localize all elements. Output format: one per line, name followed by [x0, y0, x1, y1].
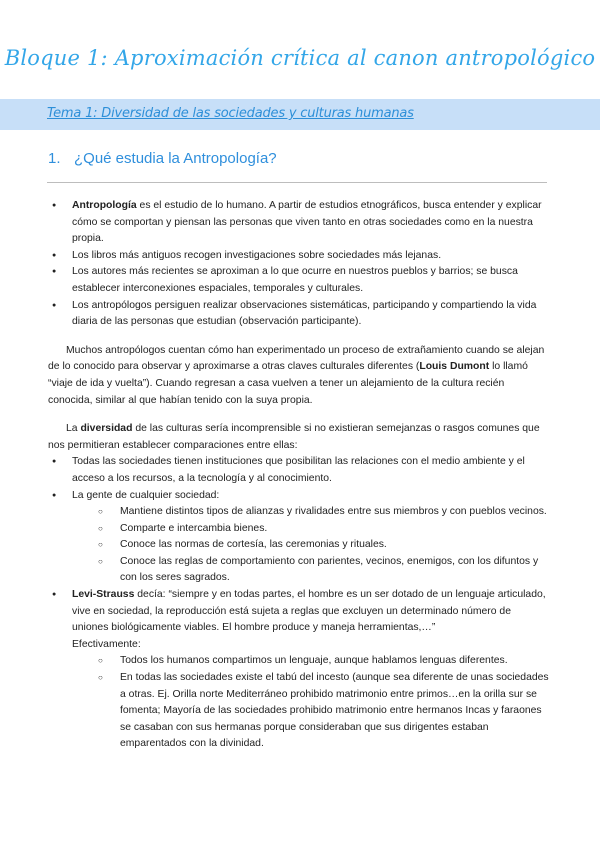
list-item [48, 587, 550, 753]
section-heading [48, 150, 277, 167]
term-antropologia: Antropología [72, 200, 137, 211]
sub-list-efectivamente [72, 653, 550, 753]
sub-list-gente [72, 504, 550, 587]
list-item [48, 488, 550, 588]
sub-list-item: ○ En todas las sociedades existe el tabú del incesto (aunque sea diferente de unas sociedades a otras. Ej. Orilla norte Mediterráneo prohibido matrimonio entre primos…en la orilla sur se fomenta; Mayoría de las sociedades prohibido matrimonio entre hermanos Incas y faraones se casaban con sus hermanas porque consideraban que sus dirigentes estaban emparentados con la divinidad. [96, 670, 550, 753]
paragraph-extranamiento [48, 343, 550, 409]
list-item-text: decía: “siempre y en todas partes, el hombre es un ser dotado de un lenguaje articulado, vive en sociedad, la reproducción está sujeta a reglas que excluyen un determinado número de uniones biológicamente viables. El hombre produce y maneja herramientas,…” [72, 589, 546, 634]
body-content [48, 198, 550, 753]
document-title: Bloque 1: Aproximación crítica al canon antropológico [4, 46, 596, 70]
list-item [48, 264, 550, 297]
tema-heading: Tema 1: Diversidad de las sociedades y culturas humanas [47, 106, 414, 121]
list-item [48, 248, 550, 265]
sub-list-item: ○ Comparte e intercambia bienes. [96, 521, 550, 538]
list-item-text: es el estudio de lo humano. A partir de estudios etnográficos, busca entender y explicar cómo se comportan y piensan las personas que viven tanto en otras sociedades como en la nuestra propia. [72, 200, 542, 245]
list-item-text: Los libros más antiguos recogen investigaciones sobre sociedades más lejanas. [72, 249, 442, 261]
list-item-text: Efectivamente: [72, 638, 141, 650]
list-item [48, 454, 550, 487]
paragraph-diversidad [48, 421, 550, 454]
list-item [48, 198, 550, 248]
bullet-list-intro [48, 198, 550, 331]
list-item-text: Los antropólogos persiguen realizar observaciones sistemáticas, participando y compartiendo la vida diaria de las personas que estudian (observación participante). [72, 299, 537, 328]
paragraph-text: Muchos antropólogos cuentan cómo han experimentado un proceso de extrañamiento cuando se alejan de lo conocido para observar y aproximarse a otras claves culturales diferentes ( [48, 344, 545, 373]
bullet-list-rasgos [48, 454, 550, 753]
list-item-text: Todas las sociedades tienen instituciones que posibilitan las relaciones con el medio ambiente y el acceso a los recursos, a la tecnología y al conocimiento. [72, 456, 525, 484]
term-levi-strauss: Levi-Strauss [72, 589, 135, 601]
list-item-text: La gente de cualquier sociedad: [72, 489, 220, 501]
list-item-text: Los autores más recientes se aproximan a lo que ocurre en nuestros pueblos y barrios; se busca establecer interconexiones espaciales, temporales y culturales. [72, 266, 518, 294]
sub-list-item: ○ Conoce las reglas de comportamiento con parientes, vecinos, enemigos, con los difuntos y con los seres sagrados. [96, 554, 550, 587]
list-item [48, 298, 550, 331]
horizontal-rule [47, 182, 547, 183]
sub-list-item: ○ Mantiene distintos tipos de alianzas y rivalidades entre sus miembros y con pueblos vecinos. [96, 504, 550, 521]
tema-band [0, 99, 600, 130]
paragraph-text: de las culturas sería incomprensible si no existieran semejanzas o rasgos comunes que nos permitieran establecer comparaciones entre ellas: [48, 423, 540, 451]
sub-list-item: ○ Conoce las normas de cortesía, las ceremonias y rituales. [96, 537, 550, 554]
sub-list-item: ○ Todos los humanos compartimos un lenguaje, aunque hablamos lenguas diferentes. [96, 653, 550, 670]
section-number: 1. [48, 150, 61, 167]
term-louis-dumont: Louis Dumont [419, 361, 490, 373]
paragraph-text: lo llamó “viaje de ida y vuelta”). Cuando regresan a casa vuelven a tener un alejamiento de la cultura recién conocida, similar al que habían tenido con la suya propia. [48, 361, 528, 406]
paragraph-text: La [66, 423, 81, 435]
term-diversidad: diversidad [80, 423, 133, 435]
section-title: ¿Qué estudia la Antropología? [74, 150, 277, 167]
